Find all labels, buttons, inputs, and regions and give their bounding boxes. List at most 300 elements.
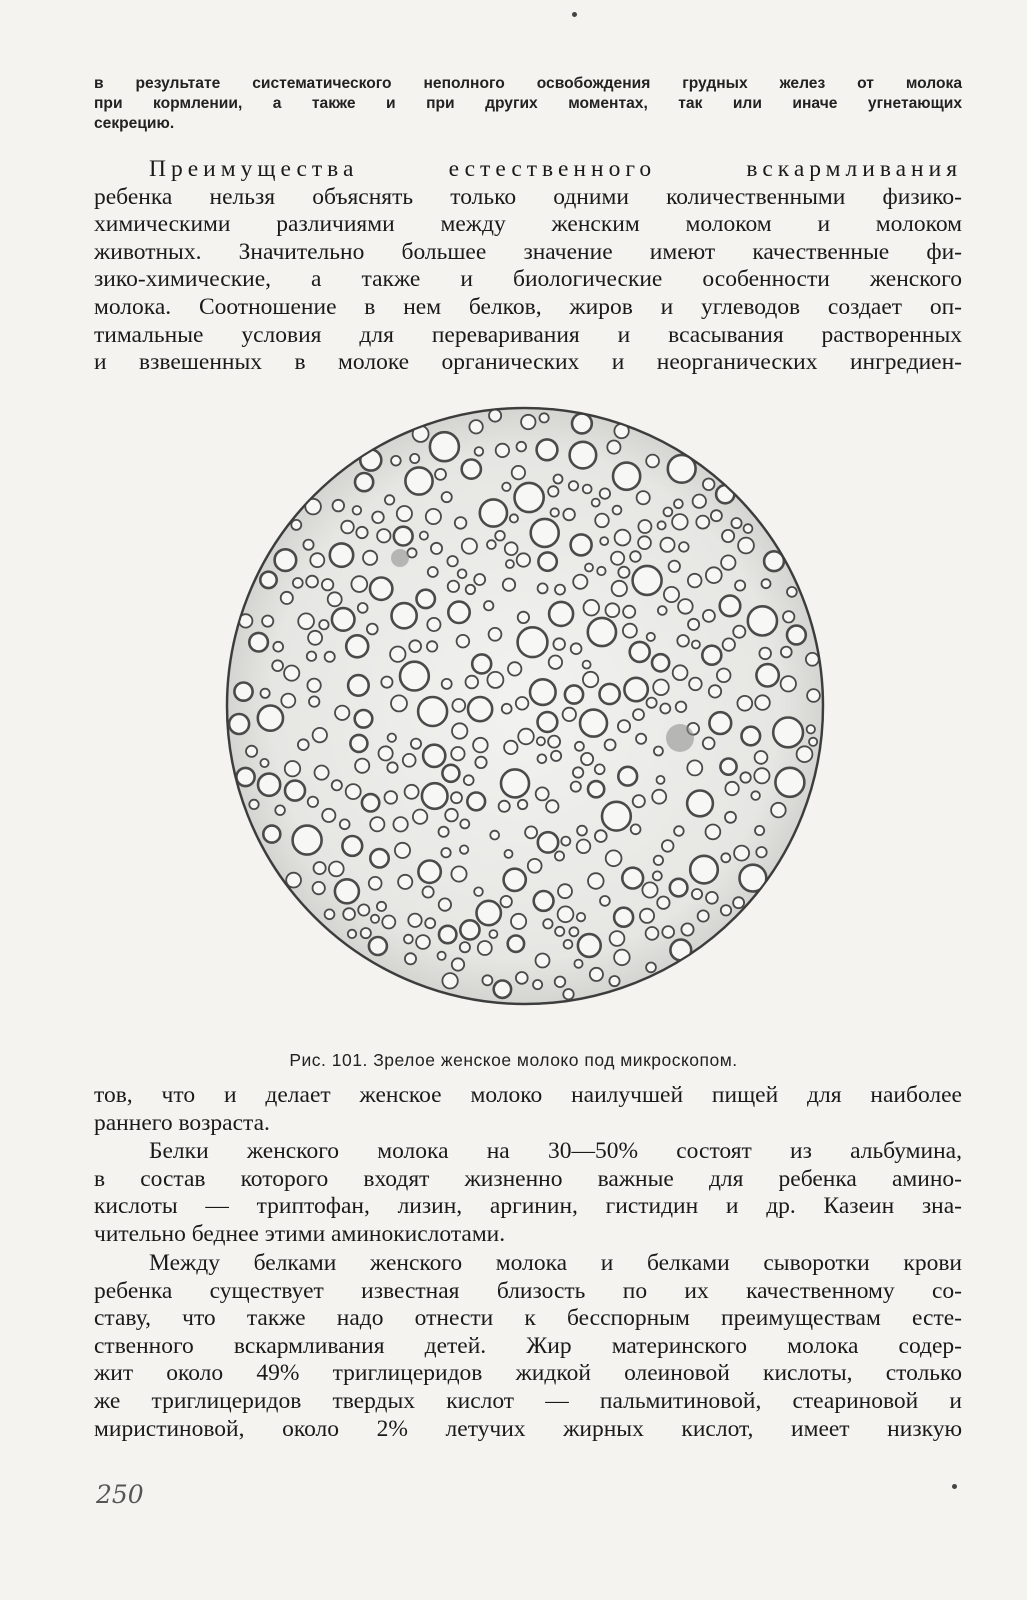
fat-globule [322,579,333,590]
fat-globule [426,509,441,524]
fat-globule [721,555,735,569]
fat-globule [474,887,483,896]
fat-globule [482,975,492,985]
fat-globule [702,646,721,665]
fat-globule [565,685,583,703]
fat-globule [403,754,416,767]
fat-globule [783,611,794,622]
fat-globule [755,695,770,710]
fat-globule [516,972,528,984]
fat-globule [408,914,421,927]
fat-globule [517,553,530,566]
fat-globule [735,580,745,590]
fat-globule [462,539,477,554]
fat-globule [622,868,643,889]
fat-globule [696,516,709,529]
fat-globule [577,913,585,921]
fat-globule [600,896,610,906]
fat-globule [756,664,778,686]
print-speck [572,12,577,17]
fat-globule [720,759,736,775]
fat-globule [657,776,665,784]
fat-globule [775,768,804,797]
fat-globule [262,616,273,627]
fat-globule [275,549,297,571]
fat-globule [771,803,786,818]
fat-globule [530,679,556,705]
fat-globule [614,950,630,966]
fat-globule [670,940,691,961]
fat-globule [615,530,631,546]
text-line: же триглицеридов твердых кислот — пальмитиновой, стеариновой и [94,1387,962,1414]
fat-globule [442,679,452,689]
fat-globule [652,790,666,804]
text-line: ственного вскармливания детей. Жир материнского молока содер- [94,1332,962,1359]
fat-globule [409,640,421,652]
print-speck [952,1484,957,1489]
footnote-line: при кормлении, а также и при других моментах, так или иначе угнетающих [94,95,962,112]
fat-globule [332,608,355,631]
fat-globule [692,889,702,899]
fat-globule [451,792,462,803]
fat-globule [501,896,512,907]
text-line: ребенка нельзя объяснять только одними количественными физико- [94,183,962,210]
fat-globule [468,697,492,721]
fat-globule [571,782,581,792]
fat-globule [569,927,578,936]
fat-globule [548,736,560,748]
fat-globule [618,767,637,786]
fat-globule [284,666,299,681]
fat-globule [356,527,367,538]
fat-globule [738,538,754,554]
fat-globule [538,754,547,763]
fat-globule [438,952,446,960]
fat-globule [569,481,578,490]
fat-globule [329,862,344,877]
fat-globule [467,793,485,811]
fat-globule [489,628,502,641]
fat-globule [662,926,674,938]
fat-globule [346,635,368,657]
fat-globule [298,613,314,629]
fat-globule [611,552,624,565]
fat-globule [585,564,593,572]
fat-globule [381,677,392,688]
fat-globule [521,415,535,429]
fat-globule [536,787,549,800]
fat-globule [538,552,556,570]
fat-globule [554,475,563,484]
fat-globule [293,826,322,855]
fat-globule [725,812,736,823]
fat-globule [517,442,527,452]
fat-globule [469,420,482,433]
fat-globule [341,521,354,534]
fat-globule [390,647,405,662]
fat-globule [306,576,318,588]
fat-globule [573,575,587,589]
fat-globule [489,410,501,422]
page-number: 250 [96,1480,144,1509]
fat-globule [442,492,452,502]
fat-globule [623,624,637,638]
fat-globule [506,560,514,568]
fat-globule [733,626,745,638]
fat-globule [480,499,507,526]
fat-globule [528,859,542,873]
fat-globule [595,764,605,774]
fat-globule [460,942,470,952]
fat-globule [672,514,688,530]
fat-globule [466,676,479,689]
fat-globule [633,566,662,595]
fat-globule [654,747,663,756]
fat-globule [423,886,434,897]
fat-globule [392,603,417,628]
fat-globule [411,739,421,749]
fat-globule [342,836,362,856]
fat-globule [687,791,713,817]
fat-globule [642,882,657,897]
fat-globule [346,784,361,799]
fat-globule [504,741,517,754]
fat-globule [733,897,744,908]
text-line: животных. Значительно большее значение имеют качественные фи- [94,238,962,265]
dark-spot [630,988,650,1008]
fat-globule [355,710,373,728]
fat-globule [343,908,355,920]
fat-globule [577,840,591,854]
fat-globule [310,553,324,567]
fat-globule [452,723,467,738]
fat-globule [369,937,387,955]
fat-globule [398,875,412,889]
fat-globule [740,772,750,782]
fat-globule [723,638,735,650]
fat-globule [260,572,276,588]
fat-globule [588,873,604,889]
text-line: Между белками женского молока и белками сыворотки крови [149,1250,962,1276]
fat-globule [474,574,485,585]
fat-globule [574,960,582,968]
fat-globule [464,775,474,785]
fat-globule [636,734,646,744]
fat-globule [722,530,734,542]
fat-globule [499,801,510,812]
fat-globule [614,908,633,927]
fat-globule [578,934,601,957]
fat-globule [781,676,796,691]
fat-globule [313,728,327,742]
fat-globule [706,892,718,904]
fat-globule [328,592,342,606]
fat-globule [416,935,430,949]
fat-globule [418,697,447,726]
fat-globule [755,751,768,764]
fat-globule [689,678,702,691]
fat-globule [420,532,428,540]
fat-globule [518,612,529,623]
fat-globule [674,826,684,836]
fat-globule [660,704,670,714]
fat-globule [584,600,600,616]
fat-globule [404,935,413,944]
fat-globule [367,624,378,635]
fat-globule [405,953,416,964]
fat-globule [417,590,435,608]
footnote-line: в результате систематического неполного освобождения грудных желез от молока [94,75,962,92]
fat-globule [439,827,449,837]
fat-globule [273,642,283,652]
text-line: ставу, что также надо отнести к бесспорным преимуществам есте- [94,1305,962,1332]
fat-globule [717,669,731,683]
fat-globule [646,927,659,940]
fat-globule [670,879,688,897]
paragraph-lead: Преимущества естественного вскармливания [149,156,962,182]
fat-globule [690,856,718,884]
fat-globule [391,695,407,711]
fat-globule [286,873,301,888]
fat-globule [759,648,771,660]
fat-globule [531,519,559,547]
fat-globule [462,460,481,479]
fat-globule [377,902,386,911]
fat-globule [606,603,620,617]
fat-globule [807,689,820,702]
fat-globule [633,709,644,720]
fat-globule [460,819,469,828]
microscope-figure [220,398,830,1018]
fat-globule [571,534,592,555]
fat-globule [448,602,469,623]
fat-globule [638,536,651,549]
fat-globule [478,941,492,955]
fat-globule [525,826,537,838]
fat-globule [618,567,629,578]
fat-globule [555,977,566,988]
fat-globule [703,610,715,622]
fat-globule [737,696,752,711]
fat-globule [460,920,479,939]
fat-globule [495,531,505,541]
fat-globule [315,766,329,780]
fat-globule [475,447,484,456]
fat-globule [281,592,293,604]
fat-globule [613,506,622,515]
fat-globule [313,882,325,894]
fat-globule [534,891,554,911]
fat-globule [490,831,499,840]
fat-globule [370,578,392,600]
fat-globule [678,599,693,614]
fat-globule [613,463,640,490]
fat-globule [555,927,564,936]
fat-globule [487,672,503,688]
fat-globule [382,916,395,929]
fat-globule [687,760,702,775]
fat-globule [809,738,817,746]
fat-globule [551,751,561,761]
fat-globule [431,543,442,554]
fat-globule [466,585,475,594]
fat-globule [721,853,730,862]
fat-globule [563,708,576,721]
fat-globule [385,791,398,804]
fat-globule [249,800,258,809]
text-line: кислоты — триптофан, лизин, аргинин, гистидин и др. Казеин зна- [94,1193,962,1220]
fat-globule [716,485,734,503]
fat-globule [369,877,382,890]
fat-globule [258,774,280,796]
text-line: тов, что и делает женское молоко наилучшей пищей для наиболее [94,1082,962,1108]
fat-globule [572,414,592,434]
fat-globule [807,725,815,733]
fat-globule [647,698,657,708]
fat-globule [275,805,285,815]
fat-globule [693,495,706,508]
fat-globule [246,746,257,757]
fat-globule [308,631,322,645]
fat-globule [631,824,641,834]
fat-globule [475,757,486,768]
fat-globule [413,810,427,824]
fat-globule [549,602,573,626]
fat-globule [391,456,401,466]
fat-globule [435,469,446,480]
fat-globule [394,527,413,546]
fat-globule [377,529,390,542]
fat-globule [263,826,280,843]
fat-globule [298,739,309,750]
fat-globule [410,454,419,463]
fat-globule [583,672,598,687]
fat-globule [664,587,679,602]
fat-globule [575,742,584,751]
fat-globule [563,989,573,999]
fat-globule [583,661,591,669]
fat-globule [595,514,609,528]
fat-globule [439,926,456,943]
fat-globule [583,485,592,494]
fat-globule [754,768,769,783]
fat-globule [516,697,529,710]
fat-globule [308,797,318,807]
fat-globule [422,783,448,809]
fat-globule [640,909,654,923]
fat-globule [472,654,491,673]
fat-globule [570,442,597,469]
fat-globule [234,683,252,701]
text-line: зико-химические, а также и биологические особенности женского [94,266,962,293]
fat-globule [335,706,349,720]
dark-spot [391,549,409,567]
fat-globule [427,618,440,631]
fat-globule [504,869,526,891]
fat-globule [781,647,792,658]
fat-globule [397,506,412,521]
fat-globule [676,702,687,713]
fat-globule [350,735,367,752]
fat-globule [756,847,766,857]
fat-globule [711,510,722,521]
fat-globule [721,905,731,915]
fat-globule [600,684,620,704]
fat-globule [340,819,350,829]
fat-globule [669,561,680,572]
fat-globule [602,802,631,831]
fat-globule [558,906,574,922]
fat-globule [460,845,468,853]
fat-globule [660,538,674,552]
fat-globule [674,499,683,508]
fat-globule [452,699,465,712]
fat-globule [319,620,328,629]
fat-globule [309,696,319,706]
fat-globule [555,851,564,860]
fat-globule [405,467,432,494]
fat-globule [600,488,610,498]
fat-globule [496,444,509,457]
fat-globule [773,718,803,748]
footnote-text [94,74,962,134]
fat-globule [748,606,777,635]
fat-globule [501,769,529,797]
fat-globule [657,897,669,909]
fat-globule [423,745,445,767]
fat-globule [236,768,254,786]
fat-globule [577,826,587,836]
fat-globule [725,782,738,795]
fat-globule [553,638,565,650]
fat-globule [647,633,655,641]
fat-globule [588,781,604,797]
fat-globule [393,817,407,831]
fat-globule [703,479,715,491]
fat-globule [679,542,689,552]
fat-globule [662,840,674,852]
fat-globule [688,574,702,588]
fat-globule [546,800,558,812]
fat-globule [533,980,542,989]
fat-globule [505,850,513,858]
fat-globule [502,704,512,714]
fat-globule [720,596,741,617]
text-line: чительно беднее этими аминокислотами. [94,1220,506,1247]
fat-globule [606,850,622,866]
text-line: молока. Соотношение в нем белков, жиров и углеводов создает оп- [94,293,962,320]
fat-globule [787,626,806,645]
fat-globule [646,963,656,973]
fat-globule [555,585,565,595]
fat-globule [646,455,659,468]
fat-globule [441,848,450,857]
fat-globule [518,627,548,657]
fat-globule [564,940,573,949]
fat-globule [333,500,345,512]
fat-globule [405,785,419,799]
fat-globule [597,567,605,575]
fat-globule [515,483,544,512]
fat-globule [445,809,458,822]
fat-globule [355,473,373,491]
fat-globule [551,508,559,516]
fat-globule [637,491,650,504]
fat-globule [458,569,467,578]
fat-globule [512,466,525,479]
fat-globule [558,884,572,898]
fat-globule [260,759,268,767]
